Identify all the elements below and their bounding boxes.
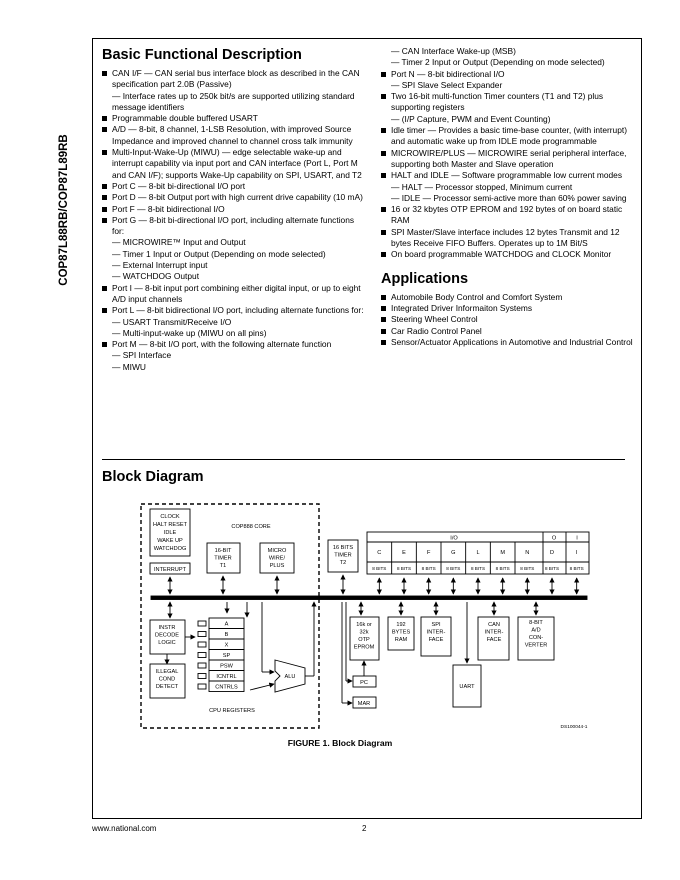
application-item: Sensor/Actuator Applications in Automotive and Industrial Control <box>381 337 633 348</box>
can-label: CAN <box>488 622 500 628</box>
clock-label: HALT RESET <box>153 522 187 528</box>
feature-item: Port M — 8-bit I/O port, with the following alternate function <box>102 339 368 350</box>
application-item: Automobile Body Control and Comfort System <box>381 292 633 303</box>
clock-label: IDLE <box>163 530 177 536</box>
application-item: Integrated Driver Informaiton Systems <box>381 303 633 314</box>
io-port-width: 8 BITS <box>544 566 560 571</box>
feature-item: A/D — 8-bit, 8 channel, 1-LSB Resolution, with improved Source Impedance and improved channel to channel cross talk immunity <box>102 124 368 147</box>
feature-subitem: — Timer 1 Input or Output (Depending on mode selected) <box>112 248 326 259</box>
register-label: A <box>224 621 229 628</box>
eprom-label: 16k or <box>356 622 372 628</box>
alu-label: ALU <box>284 674 296 680</box>
input-port-label: I <box>576 535 578 542</box>
io-port-letter: D <box>549 550 555 556</box>
feature-subitem: — HALT — Processor stopped, Minimum current <box>391 181 573 192</box>
illegal-cond-label: ILLEGAL <box>155 669 179 675</box>
microwire-label: MICRO <box>267 548 287 554</box>
feature-item: Port G — 8-bit bi-directional I/O port, including alternate functions for: <box>102 215 368 238</box>
interrupt-label: INTERRUPT <box>153 567 187 573</box>
illegal-cond-label: DETECT <box>155 684 179 690</box>
feature-subitem: — USART Transmit/Receive I/O <box>112 316 232 327</box>
feature-item: Port L — 8-bit bidirectional I/O port, including alternate functions for: <box>102 305 368 316</box>
register-label: ICNTRL <box>216 674 237 680</box>
io-port-letter: I <box>575 550 578 556</box>
feature-subitem: — SPI Interface <box>112 350 172 361</box>
basic-description-title: Basic Functional Description <box>102 47 302 63</box>
feature-subitem: — SPI Slave Select Expander <box>391 79 503 90</box>
microwire-label: WIRE/ <box>268 555 286 562</box>
feature-subitem: — WATCHDOG Output <box>112 271 200 282</box>
io-port-letter: C <box>377 550 382 556</box>
feature-subitem: — MIWU <box>112 361 146 372</box>
eprom-label: OTP <box>358 637 370 643</box>
feature-subitem: — Timer 2 Input or Output (Depending on mode selected) <box>391 57 605 68</box>
feature-subitem: — IDLE — Processor semi-active more than 60% power saving <box>391 192 627 203</box>
instr-decode-label: DECODE <box>155 632 179 639</box>
basic-description-column <box>102 46 368 373</box>
register-latch <box>198 663 206 668</box>
block-diagram-title: Block Diagram <box>102 469 204 485</box>
ram-label: 192 <box>396 622 406 628</box>
clock-label: WAKE UP <box>157 538 183 544</box>
ram-label: RAM <box>394 637 408 643</box>
io-port-width: 8 BITS <box>396 566 412 571</box>
register-label: PSW <box>220 663 233 670</box>
register-label: CNTRLS <box>215 684 238 691</box>
spi-label: INTER- <box>426 629 446 636</box>
register-latch <box>198 621 206 626</box>
page-number: 2 <box>362 824 367 833</box>
right-column <box>381 46 633 348</box>
feature-item: CAN I/F — CAN serial bus interface block as described in the CAN specification part 2.0B (Passive) <box>102 68 368 91</box>
io-port-width: 8 BITS <box>446 566 461 571</box>
register-latch <box>198 674 206 679</box>
feature-item: 16 or 32 kbytes OTP EPROM and 192 bytes of on board static RAM <box>381 204 633 227</box>
core-label: COP888 CORE <box>231 524 271 530</box>
io-port-width: 8 BITS <box>421 566 436 571</box>
figure-reference: DS100044-1 <box>560 725 588 730</box>
register-label: X <box>224 642 229 649</box>
feature-item: Idle timer — Provides a basic time-base counter, (with interrupt) and automatic wake up from IDLE mode programmable <box>381 125 633 148</box>
clock-label: WATCHDOG <box>153 546 187 552</box>
io-port-width: 8 BITS <box>569 566 584 571</box>
feature-subitem: — (I/P Capture, PWM and Event Counting) <box>391 113 551 124</box>
feature-subitem: — External Interrupt input <box>112 260 208 271</box>
instr-decode-label: LOGIC <box>158 640 176 646</box>
register-latch <box>198 642 206 647</box>
feature-item: Port N — 8-bit bidirectional I/O <box>381 69 633 80</box>
can-label: INTER- <box>484 629 504 636</box>
eprom-label: EPROM <box>353 644 375 651</box>
footer-url: www.national.com <box>92 824 157 833</box>
io-port-width: 8 BITS <box>495 566 510 571</box>
timer2-label: T2 <box>339 560 347 566</box>
register-latch <box>198 632 206 637</box>
io-port-width: 8 BITS <box>470 566 486 571</box>
figure-caption: FIGURE 1. Block Diagram <box>287 738 393 748</box>
mar-label: MAR <box>357 701 371 707</box>
section-divider <box>102 459 625 460</box>
register-latch <box>198 653 206 658</box>
io-port-width: 8 BITS <box>520 566 535 571</box>
application-item: Car Radio Control Panel <box>381 326 633 337</box>
spi-label: SPI <box>431 622 441 628</box>
register-label: SP <box>222 653 231 659</box>
io-port-letter: G <box>451 550 456 556</box>
feature-item: Port C — 8-bit bi-directional I/O port <box>102 181 368 192</box>
block-diagram <box>134 500 594 732</box>
io-port-letter: N <box>525 550 530 556</box>
cpu-registers-label: CPU REGISTERS <box>209 708 255 714</box>
ad-label: A/D <box>531 627 541 634</box>
side-title: COP87L88RB/COP87L89RB <box>58 134 70 286</box>
uart-label: UART <box>459 684 475 690</box>
applications-list <box>381 292 633 348</box>
feature-item: Port D — 8-bit Output port with high current drive capability (10 mA) <box>102 192 368 203</box>
io-port-letter: L <box>476 550 480 556</box>
can-label: FACE <box>486 637 502 643</box>
feature-item: Port I — 8-bit input port combining either digital input, or up to eight A/D input channels <box>102 283 368 306</box>
feature-subitem: — MICROWIRE™ Input and Output <box>112 237 246 248</box>
clock-label: CLOCK <box>160 514 180 520</box>
instr-decode-label: INSTR <box>158 625 176 631</box>
feature-item: Multi-Input-Wake-Up (MIWU) — edge selectable wake-up and interrupt capability via input port and CAN interface (Port L, Port M and CAN I/F); supports Wake-Up capability on SPI, USART, and T2 <box>102 147 368 181</box>
feature-item: Two 16-bit multi-function Timer counters (T1 and T2) plus supporting registers <box>381 91 633 114</box>
feature-item: MICROWIRE/PLUS — MICROWIRE serial peripheral interface, supporting both Master and Slave operation <box>381 148 633 171</box>
cpu-register-stack <box>198 618 244 692</box>
illegal-cond-label: COND <box>158 676 176 683</box>
eprom-label: 32k <box>359 629 369 636</box>
timer1-label: 16-BIT <box>214 548 232 554</box>
feature-list-continued <box>381 46 633 261</box>
feature-subitem: — Multi-input-wake up (MIWU on all pins) <box>112 327 267 338</box>
feature-item: Programmable double buffered USART <box>102 113 368 124</box>
spi-label: FACE <box>428 637 444 643</box>
timer1-label: T1 <box>219 563 227 569</box>
feature-item: HALT and IDLE — Software programmable low current modes <box>381 170 633 181</box>
io-port-letter: F <box>426 550 431 556</box>
ram-label: BYTES <box>391 629 411 636</box>
feature-item: SPI Master/Slave interface includes 12 bytes Transmit and 12 bytes Receive FIFO Buffers. Operates up to 1M Bit/S <box>381 227 633 250</box>
ad-label: CON- <box>528 635 544 641</box>
output-port-label: O <box>551 535 557 542</box>
io-port-letter: M <box>500 550 506 556</box>
feature-subitem: — Interface rates up to 250k bit/s are supported utilizing standard message identifiers <box>112 90 355 112</box>
io-label: I/O <box>450 535 458 542</box>
feature-subitem: — CAN Interface Wake-up (MSB) <box>391 46 516 56</box>
ad-label: VERTER <box>524 642 548 649</box>
io-port-letter: E <box>402 550 406 556</box>
microwire-label: PLUS <box>269 563 285 569</box>
system-bus <box>151 596 587 600</box>
feature-item: Port F — 8-bit bidirectional I/O <box>102 204 368 215</box>
application-item: Steering Wheel Control <box>381 314 633 325</box>
timer2-label: 16 BITS <box>332 545 354 551</box>
register-label: B <box>224 632 229 638</box>
timer2-label: TIMER <box>334 552 352 559</box>
feature-item: On board programmable WATCHDOG and CLOCK Monitor <box>381 249 633 260</box>
timer1-label: TIMER <box>214 555 232 562</box>
pc-label: PC <box>360 680 368 686</box>
ad-label: 8-BIT <box>529 620 543 626</box>
feature-list <box>102 68 368 373</box>
io-port-width: 8 BITS <box>372 566 387 571</box>
applications-title: Applications <box>381 270 469 287</box>
register-latch <box>198 684 206 689</box>
